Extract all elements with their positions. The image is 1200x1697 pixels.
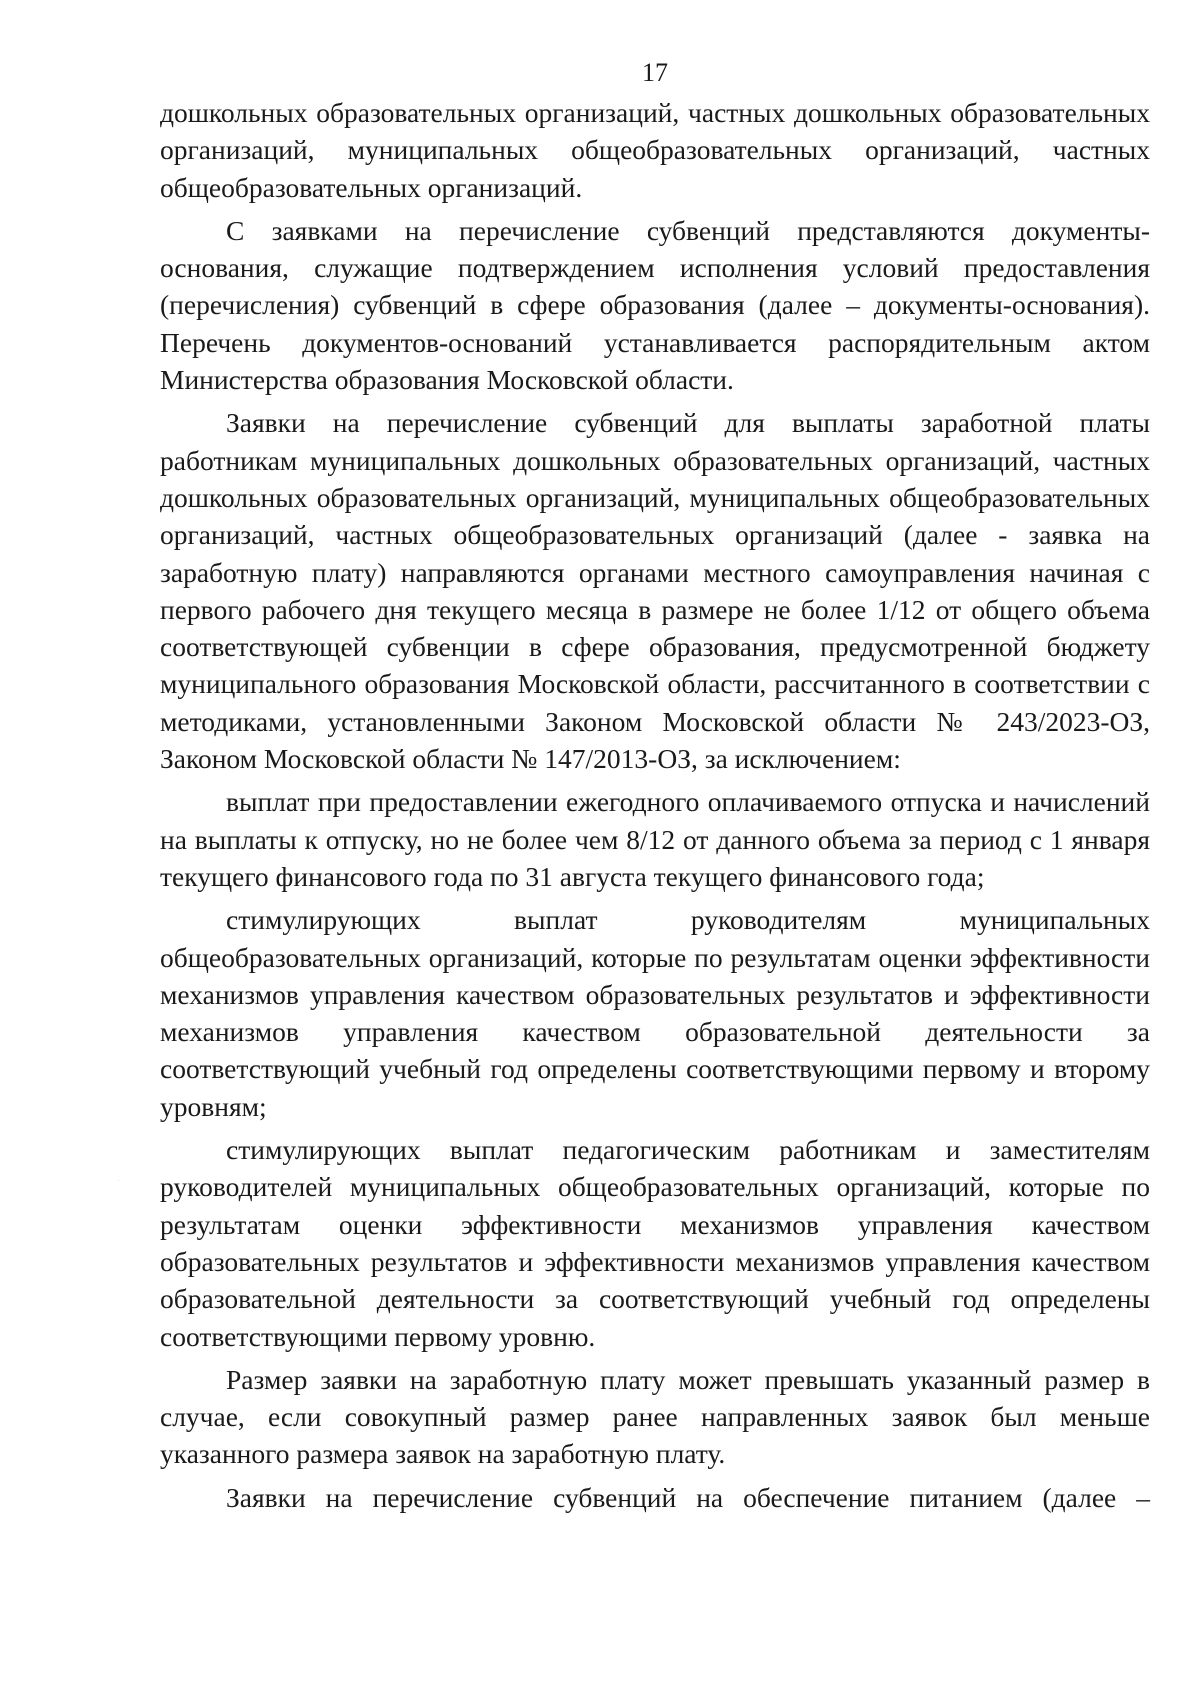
paragraph-exception-heads-bonus: стимулирующих выплат руководителям муниципальных общеобразовательных организаций, которые по результатам оценки эффективности механизмов управления качеством образовательных результатов и эффективности механизмов управления качеством образовательной деятельности за соответствующий учебный год определены соответствующими первому и второму уровням; [160, 904, 1150, 1122]
paragraph-continuation: дошкольных образовательных организаций, частных дошкольных образовательных организаций, муниципальных общеобразовательных организаций, частных общеобразовательных организаций. [160, 97, 1150, 203]
paragraph-nutrition-applications: Заявки на перечисление субвенций на обеспечение питанием (далее – [226, 1481, 1150, 1513]
paragraph-exception-teachers-bonus: стимулирующих выплат педагогическим работникам и заместителям руководителей муниципальных общеобразовательных организаций, которые по результатам оценки эффективности механизмов управления качеством образовательных результатов и эффективности механизмов управления качеством образовательной деятельности за соответствующий учебный год определены соответствующими первому уровню. [160, 1134, 1150, 1352]
paragraph-supporting-documents: С заявками на перечисление субвенций представляются документы-основания, служащие подтверждением исполнения условий предоставления (перечисления) субвенций в сфере образования (далее – документы-основания). Перечень документов-оснований устанавливается распорядительным актом Министерства образования Московской области. [160, 214, 1150, 396]
paragraph-exception-vacation: выплат при предоставлении ежегодного оплачиваемого отпуска и начислений на выплаты к отпуску, но не более чем 8/12 от данного объема за период с 1 января текущего финансового года по 31 августа текущего финансового года; [160, 786, 1150, 892]
scan-artifact [118, 1180, 119, 1181]
paragraph-salary-applications: Заявки на перечисление субвенций для выплаты заработной платы работникам муниципальных дошкольных образовательных организаций, частных дошкольных образовательных организаций, муниципальных общеобразовательных организаций, частных общеобразовательных организаций (далее - заявка на заработную плату) направляются органами местного самоуправления начиная с первого рабочего дня текущего месяца в размере не более 1/12 от общего объема соответствующей субвенции в сфере образования, предусмотренной бюджету муниципального образования Московской области, рассчитанного в соответствии с методиками, установленными Законом Московской области № 243/2023-ОЗ, Законом Московской области № 147/2013-ОЗ, за исключением: [160, 407, 1150, 775]
document-body [160, 94, 1150, 1516]
paragraph-application-size: Размер заявки на заработную плату может превышать указанный размер в случае, если совокупный размер ранее направленных заявок был меньше указанного размера заявок на заработную плату. [160, 1363, 1150, 1470]
page-number: 17 [642, 58, 668, 87]
